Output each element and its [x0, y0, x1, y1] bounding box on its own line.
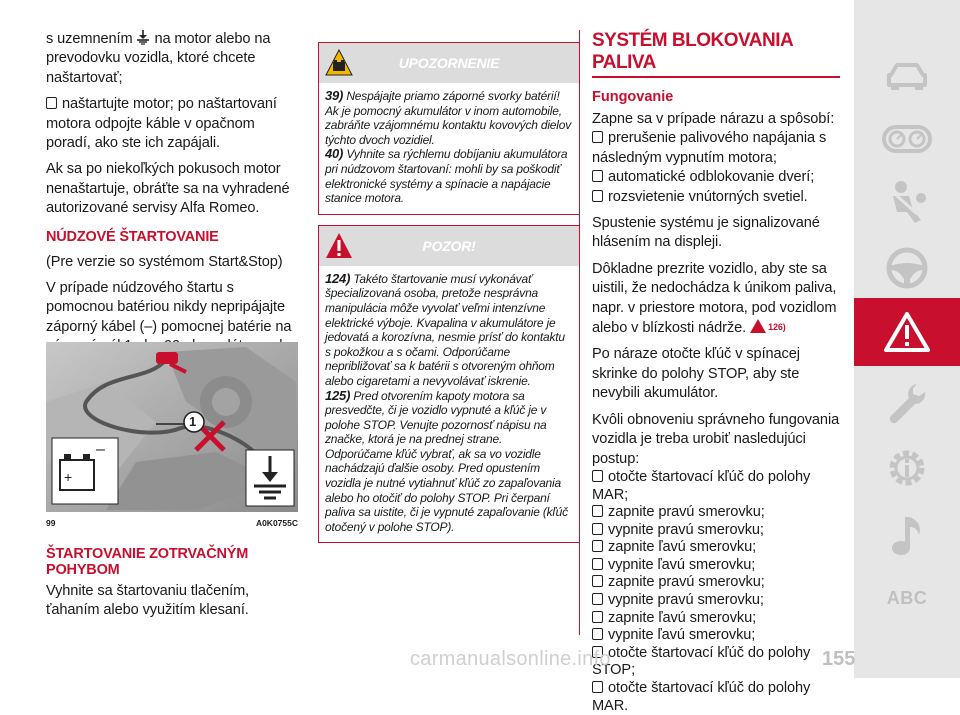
music-note-icon — [889, 513, 925, 557]
sidebar-item-multimedia[interactable] — [854, 505, 960, 565]
column-middle — [318, 42, 580, 543]
section-title: SYSTÉM BLOKOVANIA PALIVA — [592, 30, 840, 78]
list-reset-procedure — [592, 469, 840, 715]
warning-box-header — [319, 43, 579, 83]
sidebar-item-index[interactable] — [854, 580, 960, 616]
checkbox-bullet-icon — [592, 558, 603, 570]
list-item-text: otočte štartovací kľúč do polohy STOP; — [592, 644, 811, 679]
watermark: carmanualsonline.info — [410, 648, 611, 670]
paragraph-ground — [46, 30, 302, 88]
list-item — [592, 539, 840, 557]
list-item — [592, 610, 840, 628]
sidebar-item-car[interactable] — [854, 48, 960, 104]
note-number: 40) — [325, 146, 344, 162]
list-item-text: zapnite ľavú smerovku; — [608, 609, 757, 626]
list-item-text: rozsvietenie vnútorných svetiel. — [608, 188, 808, 205]
gear-settings-icon — [885, 446, 929, 490]
list-item-text: zapnite pravú smerovku; — [608, 504, 765, 521]
sidebar-item-maintenance[interactable] — [854, 374, 960, 434]
svg-text:–: – — [96, 441, 105, 458]
caution-box — [318, 225, 580, 544]
paragraph: (Pre verzie so systémom Start&Stop) — [46, 253, 283, 270]
wrench-icon — [887, 382, 927, 426]
list-item — [592, 504, 840, 522]
note-125 — [325, 389, 572, 535]
page-number: 155 — [822, 648, 856, 670]
sidebar-item-dashboard[interactable] — [854, 110, 960, 166]
sidebar-item-safety[interactable] — [854, 172, 960, 232]
warning-box — [318, 42, 580, 215]
list-item-text: zapnite pravú smerovku; — [608, 574, 765, 591]
list-item — [592, 645, 840, 680]
note-text: Takéto štartovanie musí vykonávať špecializovaná osoba, pretože nesprávna manipulácia môže vyvolať veľmi intenzívne elektrické výboje. Kvapalina v akumulátore je jedovatá a korozívna, nesmie prísť do kontaktu s pokožkou a s očami. Odporúčame nepribližovať sa k batérii s otvoreným ohňom alebo cigaretami a nevyvolávať iskrenie. — [325, 271, 565, 388]
checkbox-bullet-icon — [592, 611, 603, 623]
list-item-text: vypnite pravú smerovku; — [608, 521, 764, 538]
sidebar-item-driving[interactable] — [854, 238, 960, 298]
engine-bay-illustration — [46, 342, 298, 512]
list-item — [592, 129, 840, 168]
list-item-text: automatické odblokovanie dverí; — [608, 169, 815, 186]
warning-box-body — [319, 83, 579, 214]
heading-emergency-start: NÚDZOVÉ ŠTARTOVANIE — [46, 228, 219, 245]
checkbox-bullet-icon — [592, 681, 603, 693]
list-item — [592, 168, 840, 187]
paragraph — [592, 260, 840, 339]
checkbox-bullet-icon — [592, 505, 603, 517]
column-divider — [579, 30, 580, 635]
checkbox-bullet-icon — [592, 523, 603, 535]
figure-caption — [46, 518, 298, 528]
figure-code: A0K0755C — [255, 518, 298, 528]
list-item — [592, 574, 840, 592]
text: na motor alebo na prevodovku vozidla, ktoré chcete naštartovať; — [46, 31, 271, 86]
paragraph: Zapne sa v prípade nárazu a spôsobí: — [592, 111, 835, 127]
svg-text:+: + — [64, 469, 73, 485]
note-number: 125) — [325, 387, 351, 403]
list-effects — [592, 129, 840, 207]
chapter-sidebar — [854, 0, 960, 678]
caution-title: POZOR! — [422, 237, 476, 254]
list-item — [592, 188, 840, 207]
list-item-text: vypnite ľavú smerovku; — [608, 556, 756, 573]
checkbox-bullet-icon — [592, 540, 603, 552]
checkbox-bullet-icon — [592, 628, 603, 640]
note-40 — [325, 147, 572, 205]
list-item-text: naštartujte motor; po naštartovaní motora odpojte káble v opačnom poradí, ako ste ich zapájali. — [46, 96, 277, 152]
sidebar-item-technical[interactable] — [854, 438, 960, 498]
text: s uzemnením — [46, 31, 133, 47]
heading-push-start: ŠTARTOVANIE ZOTRVAČNÝM POHYBOM — [46, 546, 249, 578]
list-item-text: vypnite pravú smerovku; — [608, 592, 764, 609]
ground-icon — [136, 30, 150, 44]
checkbox-bullet-icon — [592, 470, 603, 482]
column-right — [592, 30, 840, 715]
subsection-title: Fungovanie — [592, 89, 674, 105]
note-text: Nespájajte priamo záporné svorky batérií! Ak je pomocný akumulátor v inom automobile, zabráňte vzájomnému kontaktu kovových dielov týchto dvoch vozidiel. — [325, 89, 572, 147]
car-icon — [885, 61, 929, 91]
warning-triangle-icon — [884, 311, 930, 353]
figure-battery-jump — [46, 342, 298, 512]
paragraph: Kvôli obnoveniu správneho fungovania vozidla je treba urobiť nasledujúci postup: — [592, 411, 840, 467]
checkbox-bullet-icon — [592, 575, 603, 587]
paragraph: Spustenie systému je signalizované hlásením na displeji. — [592, 215, 820, 251]
dashboard-gauges-icon — [882, 121, 932, 155]
figure-callout-number: 1 — [189, 414, 197, 429]
steering-wheel-icon — [885, 246, 929, 290]
note-number: 39) — [325, 88, 344, 103]
sidebar-item-emergency[interactable] — [854, 298, 960, 366]
paragraph: Vyhnite sa štartovaniu tlačením, ťahaním alebo využitím klesaní. — [46, 583, 250, 619]
list-item-text: otočte štartovací kľúč do polohy MAR; — [592, 468, 811, 503]
list-item — [592, 469, 840, 504]
list-item — [592, 592, 840, 610]
note-number: 124) — [325, 270, 351, 286]
list-item — [592, 557, 840, 575]
checkbox-bullet-icon — [46, 97, 57, 109]
seat-belt-passenger-icon — [887, 180, 927, 224]
paragraph: Ak sa po niekoľkých pokusoch motor nenaštartuje, obráťte sa na vyhradené autorizované servisy Alfa Romeo. — [46, 161, 290, 217]
list-item-text: prerušenie palivového napájania s následným vypnutím motora; — [592, 130, 827, 166]
checkbox-bullet-icon — [592, 190, 603, 202]
list-item — [592, 522, 840, 540]
checkbox-bullet-icon — [592, 170, 603, 182]
list-item — [592, 680, 840, 715]
figure-number: 99 — [46, 518, 56, 528]
note-124 — [325, 272, 572, 389]
checkbox-bullet-icon — [592, 593, 603, 605]
warning-triangle-icon — [750, 319, 766, 333]
note-text: Pred otvorením kapoty motora sa presvedčte, či je vozidlo vypnuté a kľúč je v polohe STOP. Venujte pozornosť nápisu na značke, ktorá je na prednej strane. Odporúčame kľúč vybrať, ak sa vo vozidle nachádzajú ďalšie osoby. Pred opustením vozidla je nutné vytiahnuť kľúč zo zapaľovania alebo ho otočiť do polohy STOP. Pri čerpaní paliva sa uistite, či je vypnuté zapaľovanie (kľúč otočený v polohe STOP). — [325, 388, 568, 534]
paragraph: Po náraze otočte kľúč v spínacej skrinke do polohy STOP, aby ste nevybili akumulátor. — [592, 346, 800, 402]
note-39 — [325, 89, 572, 147]
checkbox-bullet-icon — [592, 131, 603, 143]
text: V prípade núdzového štartu s pomocnou batériou nikdy nepripájajte záporný kábel (–) pomocnej batérie na — [46, 280, 292, 335]
list-item-text: vypnite ľavú smerovku; — [608, 627, 756, 644]
text: Dôkladne prezrite vozidlo, aby ste sa uistili, že nedochádza k únikom paliva, napr. v priestore motora, pod vozidlom alebo v blízkosti nádrže. — [592, 260, 837, 337]
list-item-text: otočte štartovací kľúč do polohy MAR. — [592, 680, 811, 714]
section-push-start — [46, 546, 302, 628]
reference-link[interactable]: 126) — [768, 322, 786, 333]
list-item-text: zapnite ľavú smerovku; — [608, 539, 757, 556]
list-item — [46, 95, 302, 153]
warning-title: UPOZORNENIE — [398, 55, 500, 71]
note-text: Vyhnite sa rýchlemu dobíjaniu akumulátora pri núdzovom štartovaní: mohli by sa poškodiť elektronické systémy a spínacie a napájacie stanice motora. — [325, 147, 568, 206]
list-item — [592, 627, 840, 645]
caution-box-body — [319, 266, 579, 543]
caution-box-header — [319, 226, 579, 266]
index-label: ABC — [886, 587, 928, 608]
